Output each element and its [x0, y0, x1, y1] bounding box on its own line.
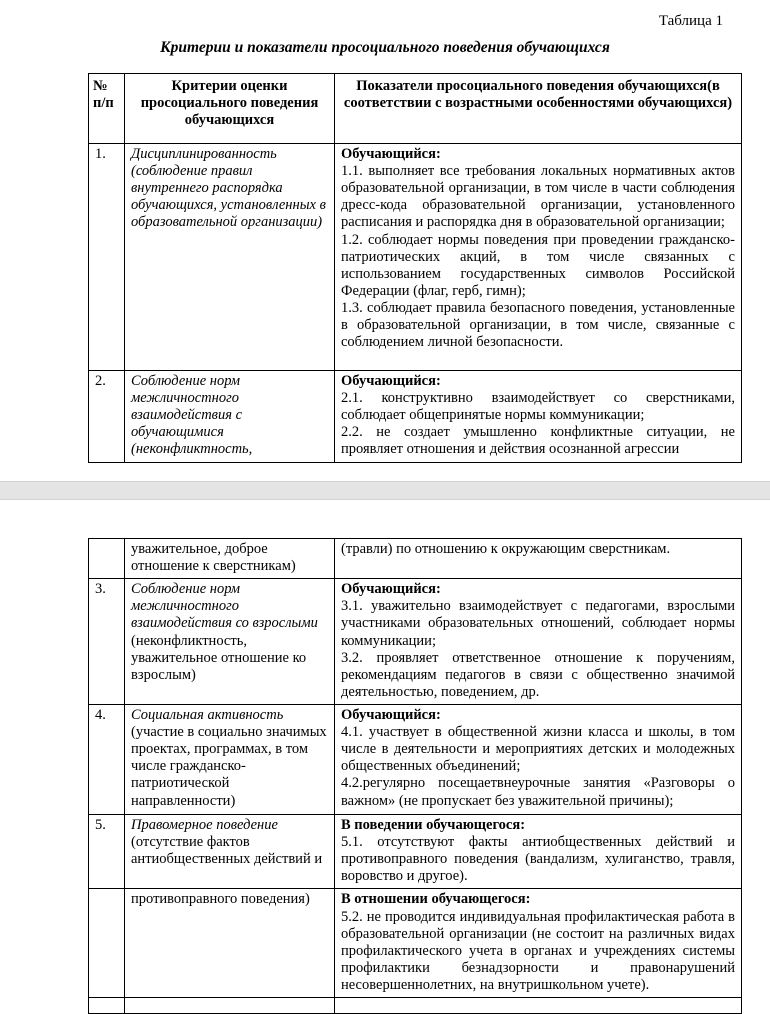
criteria-cell — [125, 814, 335, 888]
indicator-item: 5.2. не проводится индивидуальная профилактическая работа в образовательной организации (не состоит на различных видах профилактического учета в органах и учреждениях системы профилактики безнадзорности и правонарушений несовершеннолетних, на внутришкольном учете). — [341, 908, 735, 993]
row-number: 5. — [95, 816, 106, 833]
criteria-cell — [125, 371, 335, 463]
criteria-detail: (неконфликтность, — [131, 441, 253, 458]
indicator-item: 1.1. выполняет все требования локальных нормативных актов образовательной организации, в том числе в части соблюдения дресс-кода образовательной организации, установленного расписания и распорядка дня в образовательной организации; — [341, 163, 735, 231]
row-number-cell — [89, 579, 125, 705]
page-1 — [0, 0, 770, 481]
indicator-item: 3.1. уважительно взаимодействует с педагогами, взрослыми участниками образовательных отношений, соблюдает нормы коммуникации; — [341, 598, 735, 649]
indicators-cell — [335, 704, 742, 814]
indicator-item: 1.2. соблюдает нормы поведения при проведении гражданско-патриотических акций, в том числе связанных с использованием государственных символов Российской Федерации (флаг, герб, гимн); — [341, 231, 735, 299]
indicators-cell — [335, 889, 742, 998]
indicators-cell — [335, 814, 742, 888]
criteria-table-page1 — [88, 73, 742, 463]
table-row-2 — [89, 371, 742, 463]
indicators-cell — [335, 998, 742, 1014]
row-number-cell — [89, 539, 125, 579]
table-row-3 — [89, 579, 742, 705]
criteria-cell — [125, 889, 335, 998]
criteria-table-page2 — [88, 538, 742, 1014]
criteria-detail: (отсутствие фактов антиобщественных действий и — [131, 834, 323, 868]
indicators-lead: В поведении обучающегося: — [341, 816, 526, 833]
table-label: Таблица 1 — [658, 13, 723, 29]
indicators-cell — [335, 579, 742, 705]
table-row-next-partial — [89, 998, 742, 1014]
table-row-1 — [89, 144, 742, 371]
criteria-name: Социальная активность — [131, 706, 284, 723]
indicator-item: 4.2.регулярно посещаетвнеурочные занятия «Разговоры о важном» (не пропускает без уважительной причины); — [341, 775, 735, 809]
header-indicators: Показатели просоциального поведения обучающихся(в соответствии с возрастными особенностями обучающихся) — [335, 74, 742, 144]
indicator-item: 2.1. конструктивно взаимодействует со сверстниками, соблюдает общепринятые нормы коммуникации; — [341, 390, 735, 424]
row-number-cell — [89, 704, 125, 814]
row-number-cell — [89, 371, 125, 463]
indicator-item: 3.2. проявляет ответственное отношение к поручениям, рекомендациям педагогов в связи с общественно значимой деятельностью, поведением, др. — [341, 649, 735, 700]
criteria-cell — [125, 144, 335, 371]
header-criteria: Критерии оценки просоциального поведения обучающихся — [125, 74, 335, 144]
criteria-name: Соблюдение норм межличностного взаимодействия со взрослыми — [131, 581, 318, 632]
indicators-lead: Обучающийся: — [341, 581, 441, 598]
criteria-cell — [125, 704, 335, 814]
criteria-detail: (неконфликтность, уважительное отношение ко взрослым) — [131, 632, 307, 683]
criteria-cell — [125, 998, 335, 1014]
indicator-item: (травли) по отношению к окружающим сверстникам. — [341, 541, 671, 557]
row-number: 4. — [95, 706, 106, 723]
indicator-item: 5.1. отсутствуют факты антиобщественных действий и противоправного поведения (вандализм, хулиганство, травля, воровство и другое). — [341, 834, 735, 885]
row-number-cell — [89, 998, 125, 1014]
indicator-item: 4.1. участвует в общественной жизни класса и школы, в том числе в деятельности и мероприятиях детских и молодежных общественных объединений; — [341, 724, 735, 775]
criteria-text: уважительное, доброе отношение к сверстникам) — [131, 541, 296, 575]
indicators-lead: Обучающийся: — [341, 706, 441, 723]
indicators-cell — [335, 144, 742, 371]
page-break-band — [0, 481, 770, 500]
page-2 — [0, 500, 770, 1014]
criteria-name: Дисциплинированность — [131, 146, 277, 162]
indicator-item: 2.2. не создает умышленно конфликтные ситуации, не проявляет отношения и действия осознанной агрессии — [341, 424, 735, 458]
row-number-cell — [89, 889, 125, 998]
indicators-lead: Обучающийся: — [341, 373, 441, 389]
table-row-2-continued — [89, 539, 742, 579]
criteria-cell — [125, 539, 335, 579]
table-row-5-continued — [89, 889, 742, 998]
criteria-cell — [125, 579, 335, 705]
criteria-name: Правомерное поведение — [131, 816, 278, 833]
criteria-text: противоправного поведения) — [131, 891, 310, 908]
criteria-detail: (соблюдение правил внутреннего распорядка обучающихся, установленных в образовательной организации) — [131, 163, 326, 231]
indicator-item: 1.3. соблюдает правила безопасного поведения, установленные в образовательной организации, в том числе, связанные с соблюдением личной безопасности. — [341, 299, 735, 351]
table-header-row — [89, 74, 742, 144]
row-number-cell — [89, 144, 125, 371]
row-number: 2. — [95, 373, 106, 389]
criteria-detail: (участие в социально значимых проектах, программах, в том числе гражданско-патриотической направленности) — [131, 724, 327, 809]
table-row-4 — [89, 704, 742, 814]
header-num: № п/п — [89, 74, 125, 144]
row-number-cell — [89, 814, 125, 888]
row-number: 3. — [95, 581, 106, 598]
row-number: 1. — [95, 146, 106, 162]
indicators-lead: Обучающийся: — [341, 146, 441, 162]
criteria-name: Соблюдение норм межличностного взаимодействия с обучающимися — [131, 373, 243, 441]
doc-title: Критерии и показатели просоциального поведения обучающихся — [160, 39, 610, 56]
table-row-5 — [89, 814, 742, 888]
indicators-lead: В отношении обучающегося: — [341, 891, 531, 908]
indicators-cell — [335, 539, 742, 579]
indicators-cell — [335, 371, 742, 463]
